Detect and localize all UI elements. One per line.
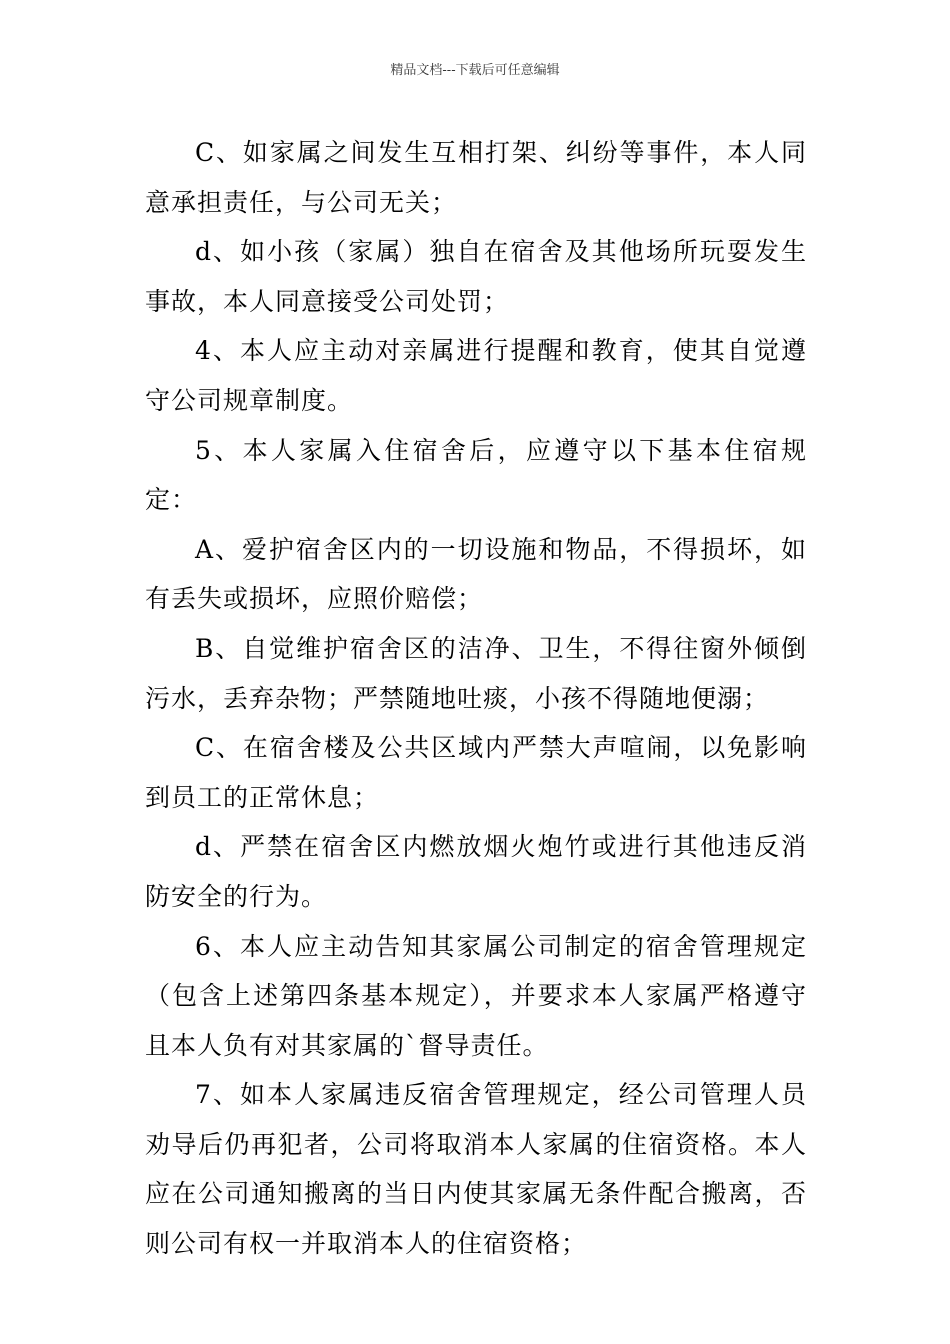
paragraph-rule-b: B、自觉维护宿舍区的洁净、卫生，不得往窗外倾倒污水，丢弃杂物；严禁随地吐痰，小孩不得随地便溺； [145,633,807,713]
paragraph-rule-c: C、在宿舍楼及公共区域内严禁大声喧闹，以免影响到员工的正常休息； [145,733,807,812]
paragraph-clause-d-children: d、如小孩（家属）独自在宿舍及其他场所玩耍发生事故，本人同意接受公司处罚； [145,237,807,316]
paragraph-rule-d: d、严禁在宿舍区内燃放烟火炮竹或进行其他违反消防安全的行为。 [145,832,807,911]
document-body [145,128,807,1269]
paragraph-item-5: 5、本人家属入住宿舍后，应遵守以下基本住宿规定： [145,435,807,515]
paragraph-item-7: 7、如本人家属违反宿舍管理规定，经公司管理人员劝导后仍再犯者，公司将取消本人家属的住宿资格。本人应在公司通知搬离的当日内使其家属无条件配合搬离，否则公司有权一并取消本人的住宿资格； [145,1080,807,1259]
paragraph-item-6: 6、本人应主动告知其家属公司制定的宿舍管理规定（包含上述第四条基本规定），并要求本人家属严格遵守且本人负有对其家属的`督导责任。 [145,931,807,1060]
paragraph-item-4: 4、本人应主动对亲属进行提醒和教育，使其自觉遵守公司规章制度。 [145,336,807,415]
page-header: 精品文档---下载后可任意编辑 [390,63,560,78]
paragraph-rule-a: A、爱护宿舍区内的一切设施和物品，不得损坏，如有丢失或损坏，应照价赔偿； [145,534,807,614]
paragraph-clause-c-fights: C、如家属之间发生互相打架、纠纷等事件，本人同意承担责任，与公司无关； [145,138,807,217]
